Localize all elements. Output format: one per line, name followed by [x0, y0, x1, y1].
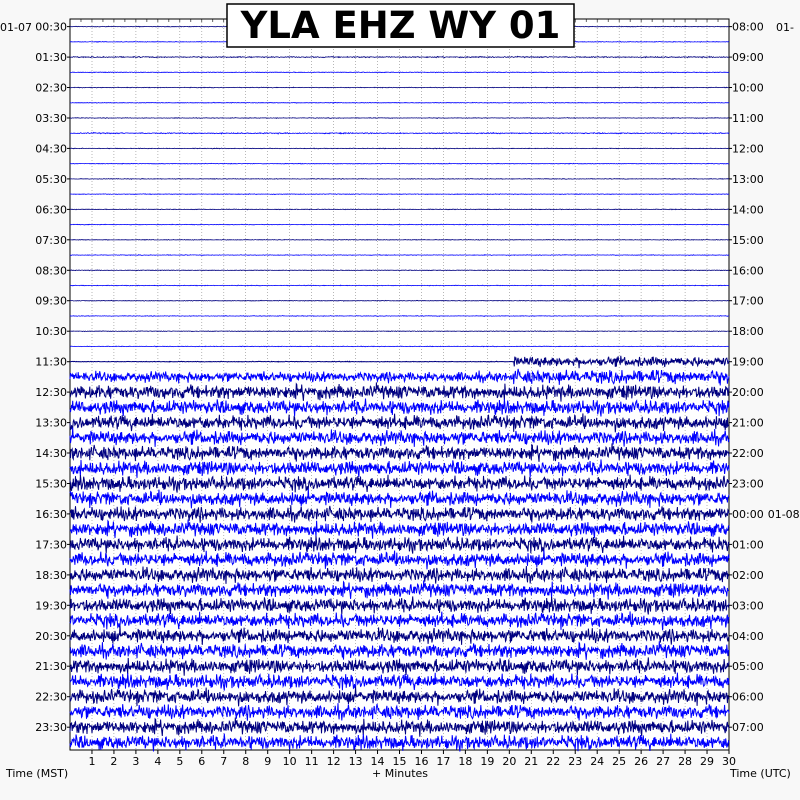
x-tick-label: 7 — [220, 755, 228, 768]
right-time-label: 09:00 — [732, 51, 764, 65]
x-tick-label: 9 — [264, 755, 272, 768]
x-tick-label: 2 — [110, 755, 118, 768]
x-tick-label: 1 — [88, 755, 96, 768]
right-time-label: 23:00 — [732, 477, 764, 491]
right-time-label: 13:00 — [732, 172, 764, 186]
left-time-label: 04:30 — [35, 142, 67, 156]
left-time-label: 13:30 — [35, 416, 67, 430]
x-tick-label: 26 — [634, 755, 649, 768]
x-tick-label: 13 — [348, 755, 363, 768]
right-time-label: 15:00 — [732, 233, 764, 247]
trace-row — [70, 270, 729, 271]
left-time-label: 07:30 — [35, 233, 67, 247]
x-tick-label: 5 — [176, 755, 184, 768]
left-time-label: 20:30 — [35, 629, 67, 643]
left-axis-label: Time (MST) — [6, 767, 69, 780]
right-time-label: 07:00 — [732, 721, 764, 735]
right-time-label: 14:00 — [732, 203, 764, 217]
left-time-label: 03:30 — [35, 112, 67, 125]
left-time-label: 16:30 — [35, 507, 67, 521]
left-time-label: 19:30 — [35, 599, 67, 613]
left-time-label: 01:30 — [35, 51, 67, 65]
x-tick-label: 18 — [458, 755, 473, 768]
x-tick-label: 10 — [282, 755, 297, 768]
right-time-label: 00:00 01-08 — [732, 507, 800, 521]
x-tick-label: 17 — [436, 755, 451, 768]
left-time-label: 05:30 — [35, 172, 67, 186]
right-time-label: 20:00 — [732, 386, 764, 400]
x-tick-label: 8 — [242, 755, 250, 768]
left-time-label: 10:30 — [35, 325, 67, 339]
x-tick-label: 25 — [612, 755, 627, 768]
trace-row — [70, 239, 729, 240]
chart-title: YLA EHZ WY 01 — [240, 4, 561, 47]
left-time-label: 22:30 — [35, 690, 67, 704]
right-time-label: 08:00 — [732, 20, 764, 34]
x-tick-label: 22 — [546, 755, 561, 768]
x-tick-label: 24 — [590, 755, 605, 768]
left-time-labels — [35, 21, 70, 735]
right-time-label: 03:00 — [732, 599, 764, 613]
left-time-label: 09:30 — [35, 294, 67, 308]
trace-row — [70, 102, 729, 103]
trace-row — [70, 224, 729, 225]
x-tick-label: 23 — [568, 755, 583, 768]
date-change-label: 01-08 — [767, 507, 800, 521]
left-time-label: 12:30 — [35, 386, 67, 400]
x-tick-label: 29 — [700, 755, 715, 768]
trace-row — [70, 209, 729, 210]
trace-row — [70, 148, 729, 149]
right-time-label: 12:00 — [732, 142, 764, 156]
x-tick-label: 3 — [132, 755, 140, 768]
x-tick-label: 21 — [524, 755, 539, 768]
x-tick-label: 11 — [304, 755, 319, 768]
left-time-label: 06:30 — [35, 203, 67, 217]
left-time-label: 17:30 — [35, 538, 67, 552]
right-time-label: 06:00 — [732, 690, 764, 704]
x-tick-label: 20 — [502, 755, 517, 768]
x-tick-label: 6 — [198, 755, 206, 768]
right-time-labels — [729, 21, 800, 735]
right-time-label: 21:00 — [732, 416, 764, 430]
x-tick-label: 28 — [678, 755, 693, 768]
left-time-label: 21:30 — [35, 660, 67, 674]
right-time-label: 17:00 — [732, 294, 764, 308]
x-tick-label: 14 — [370, 755, 385, 768]
trace-row — [70, 179, 729, 180]
x-tick-label: 30 — [722, 755, 736, 768]
left-time-label: 23:30 — [35, 721, 67, 735]
x-tick-label: 16 — [414, 755, 429, 768]
left-time-label: 02:30 — [35, 81, 67, 95]
right-time-label: 01:00 — [732, 538, 764, 552]
right-time-label: 02:00 — [732, 568, 764, 582]
x-tick-label: 15 — [392, 755, 407, 768]
right-axis-label: Time (UTC) — [730, 767, 791, 780]
left-time-label: 11:30 — [35, 355, 67, 369]
left-time-label: 18:30 — [35, 568, 67, 582]
x-tick-label: 4 — [154, 755, 162, 768]
left-time-label: 08:30 — [35, 264, 67, 278]
right-time-label: 11:00 — [732, 112, 764, 125]
x-tick-label: 19 — [480, 755, 495, 768]
left-date-label: 01-07 — [0, 21, 32, 34]
right-time-label: 05:00 — [732, 660, 764, 674]
x-tick-label: 12 — [326, 755, 341, 768]
right-date-label: 01- — [776, 21, 794, 34]
right-time-label: 10:00 — [732, 81, 764, 95]
left-time-label: 14:30 — [35, 447, 67, 460]
left-time-label: 15:30 — [35, 477, 67, 491]
right-time-label: 22:00 — [732, 447, 764, 460]
right-time-label: 04:00 — [732, 629, 764, 643]
right-time-label: 16:00 — [732, 264, 764, 278]
right-time-label: 18:00 — [732, 325, 764, 339]
left-time-label: 00:30 — [35, 20, 67, 34]
right-time-label: 19:00 — [732, 355, 764, 369]
x-axis-label: + Minutes — [371, 767, 429, 780]
x-tick-label: 27 — [656, 755, 671, 768]
